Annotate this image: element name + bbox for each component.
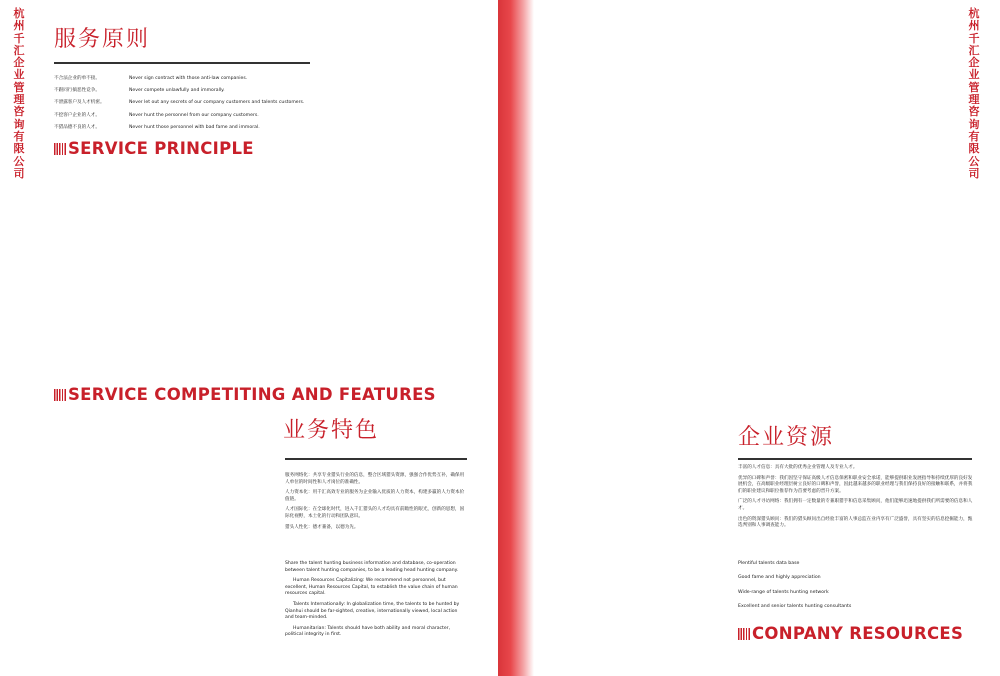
features-rule: [285, 458, 467, 460]
resources-en-list: [738, 560, 851, 617]
list-item: Good fame and highly appreciation: [738, 575, 821, 581]
service-principle-rule: [54, 62, 310, 64]
resources-title-en: CONPANY RESOURCES: [738, 624, 963, 643]
resources-cn-block: 丰富的人才信息：具有大批的优秀企业管理人及专业人才。 优异的口碑和声誉：我们因坚守保证高级人才信息保密和职业安全承诺，能够提供职业发展指导和持续优厚的良好发展机会，在高级职业经理层树立良好的口碑和声誉，因此越来越多的职业经理与我们保持良好的接触和联系，并将我们的职业建议和职位推荐作为首要考虑的晋升方案。 广泛的人才寻访网络：我们拥有一定数量的专兼职猎手和信息采集顾问，他们能够迅速地提供我们所需要的信息和人才。 出色的资深猎头顾问：我们的猎头顾问出自经验丰富的人事总监在业内享有广泛盛誉，具有坚实的信息挖掘能力，甄选判别和人事调查能力。: [738, 465, 973, 529]
list-item: 不猎品德不良的人才。 Never hunt those personnel with bad fame and immoral.: [54, 124, 260, 130]
list-item: Wide-range of talents hunting network: [738, 589, 829, 595]
list-item: 不合法企业的单不接。 Never sign contract with those anti-law companies.: [54, 76, 248, 81]
stripe-bars-icon: [54, 143, 66, 155]
list-item: 不泄露客户及人才机密。 Never let out any secrets of our company customers and talents customers.: [54, 100, 305, 106]
list-item: 不跟同行搞恶性竞争。 Never compete unlawfully and immorally.: [54, 88, 225, 94]
resources-title-cn: 企业资源: [738, 425, 835, 450]
stripe-bars-icon: [54, 389, 66, 401]
list-item: Plentiful talents data base: [738, 561, 800, 566]
features-cn-block: 服务网络化：共享专业猎头行业的信息，整合区域猎头资源，强强合作优势互补，确保用人单位的时间性和人才岗位的准确性。 人力资本化：用千汇高效专业的服务为企业输入优质的人力资本，构建多赢的人力资本价值链。 人才国际化：在全球化时代，进入千汇猎头的人才均具有前瞻性的眼光，创新的思想，国际化视野，本土化的行动和团队意识。 猎头人性化：德才兼备，以德为先。: [285, 473, 465, 530]
resources-rule: [738, 458, 972, 460]
features-title-cn: 业务特色: [283, 418, 380, 443]
service-principle-title-en: SERVICE PRINCIPLE: [54, 139, 254, 158]
list-item: 不挖客户企业的人才。 Never hunt the personnel from our company customers.: [54, 112, 259, 118]
service-principle-title-cn: 服务原则: [54, 27, 151, 52]
company-name-vertical-left: 杭州千汇企业管理咨询有限公司: [13, 7, 25, 180]
company-name-vertical-right: 杭州千汇企业管理咨询有限公司: [968, 7, 980, 180]
center-spine-gradient: [498, 0, 534, 676]
stripe-bars-icon: [738, 628, 750, 640]
features-en-block: Share the talent hunting business information and database, co-operation between talent hunting companies, to be a leading head hunting company. Human Resources Capitalizing: We recommend not personnel, but excellent, Human Resources Capital, to establish the value chain of human resources capital. Talents Internationally: In globalization time, the talents to be hunted by Qianhui should be far-sighted, creative, internationally viewed, local action and team-minded. Humanitarian: Talents should have both ability and moral character, political integrity in first.: [285, 561, 460, 638]
service-principle-list: [54, 73, 324, 134]
features-title-en: SERVICE COMPETITING AND FEATURES: [54, 385, 436, 404]
list-item: Excellent and senior talents hunting consultants: [738, 603, 852, 609]
